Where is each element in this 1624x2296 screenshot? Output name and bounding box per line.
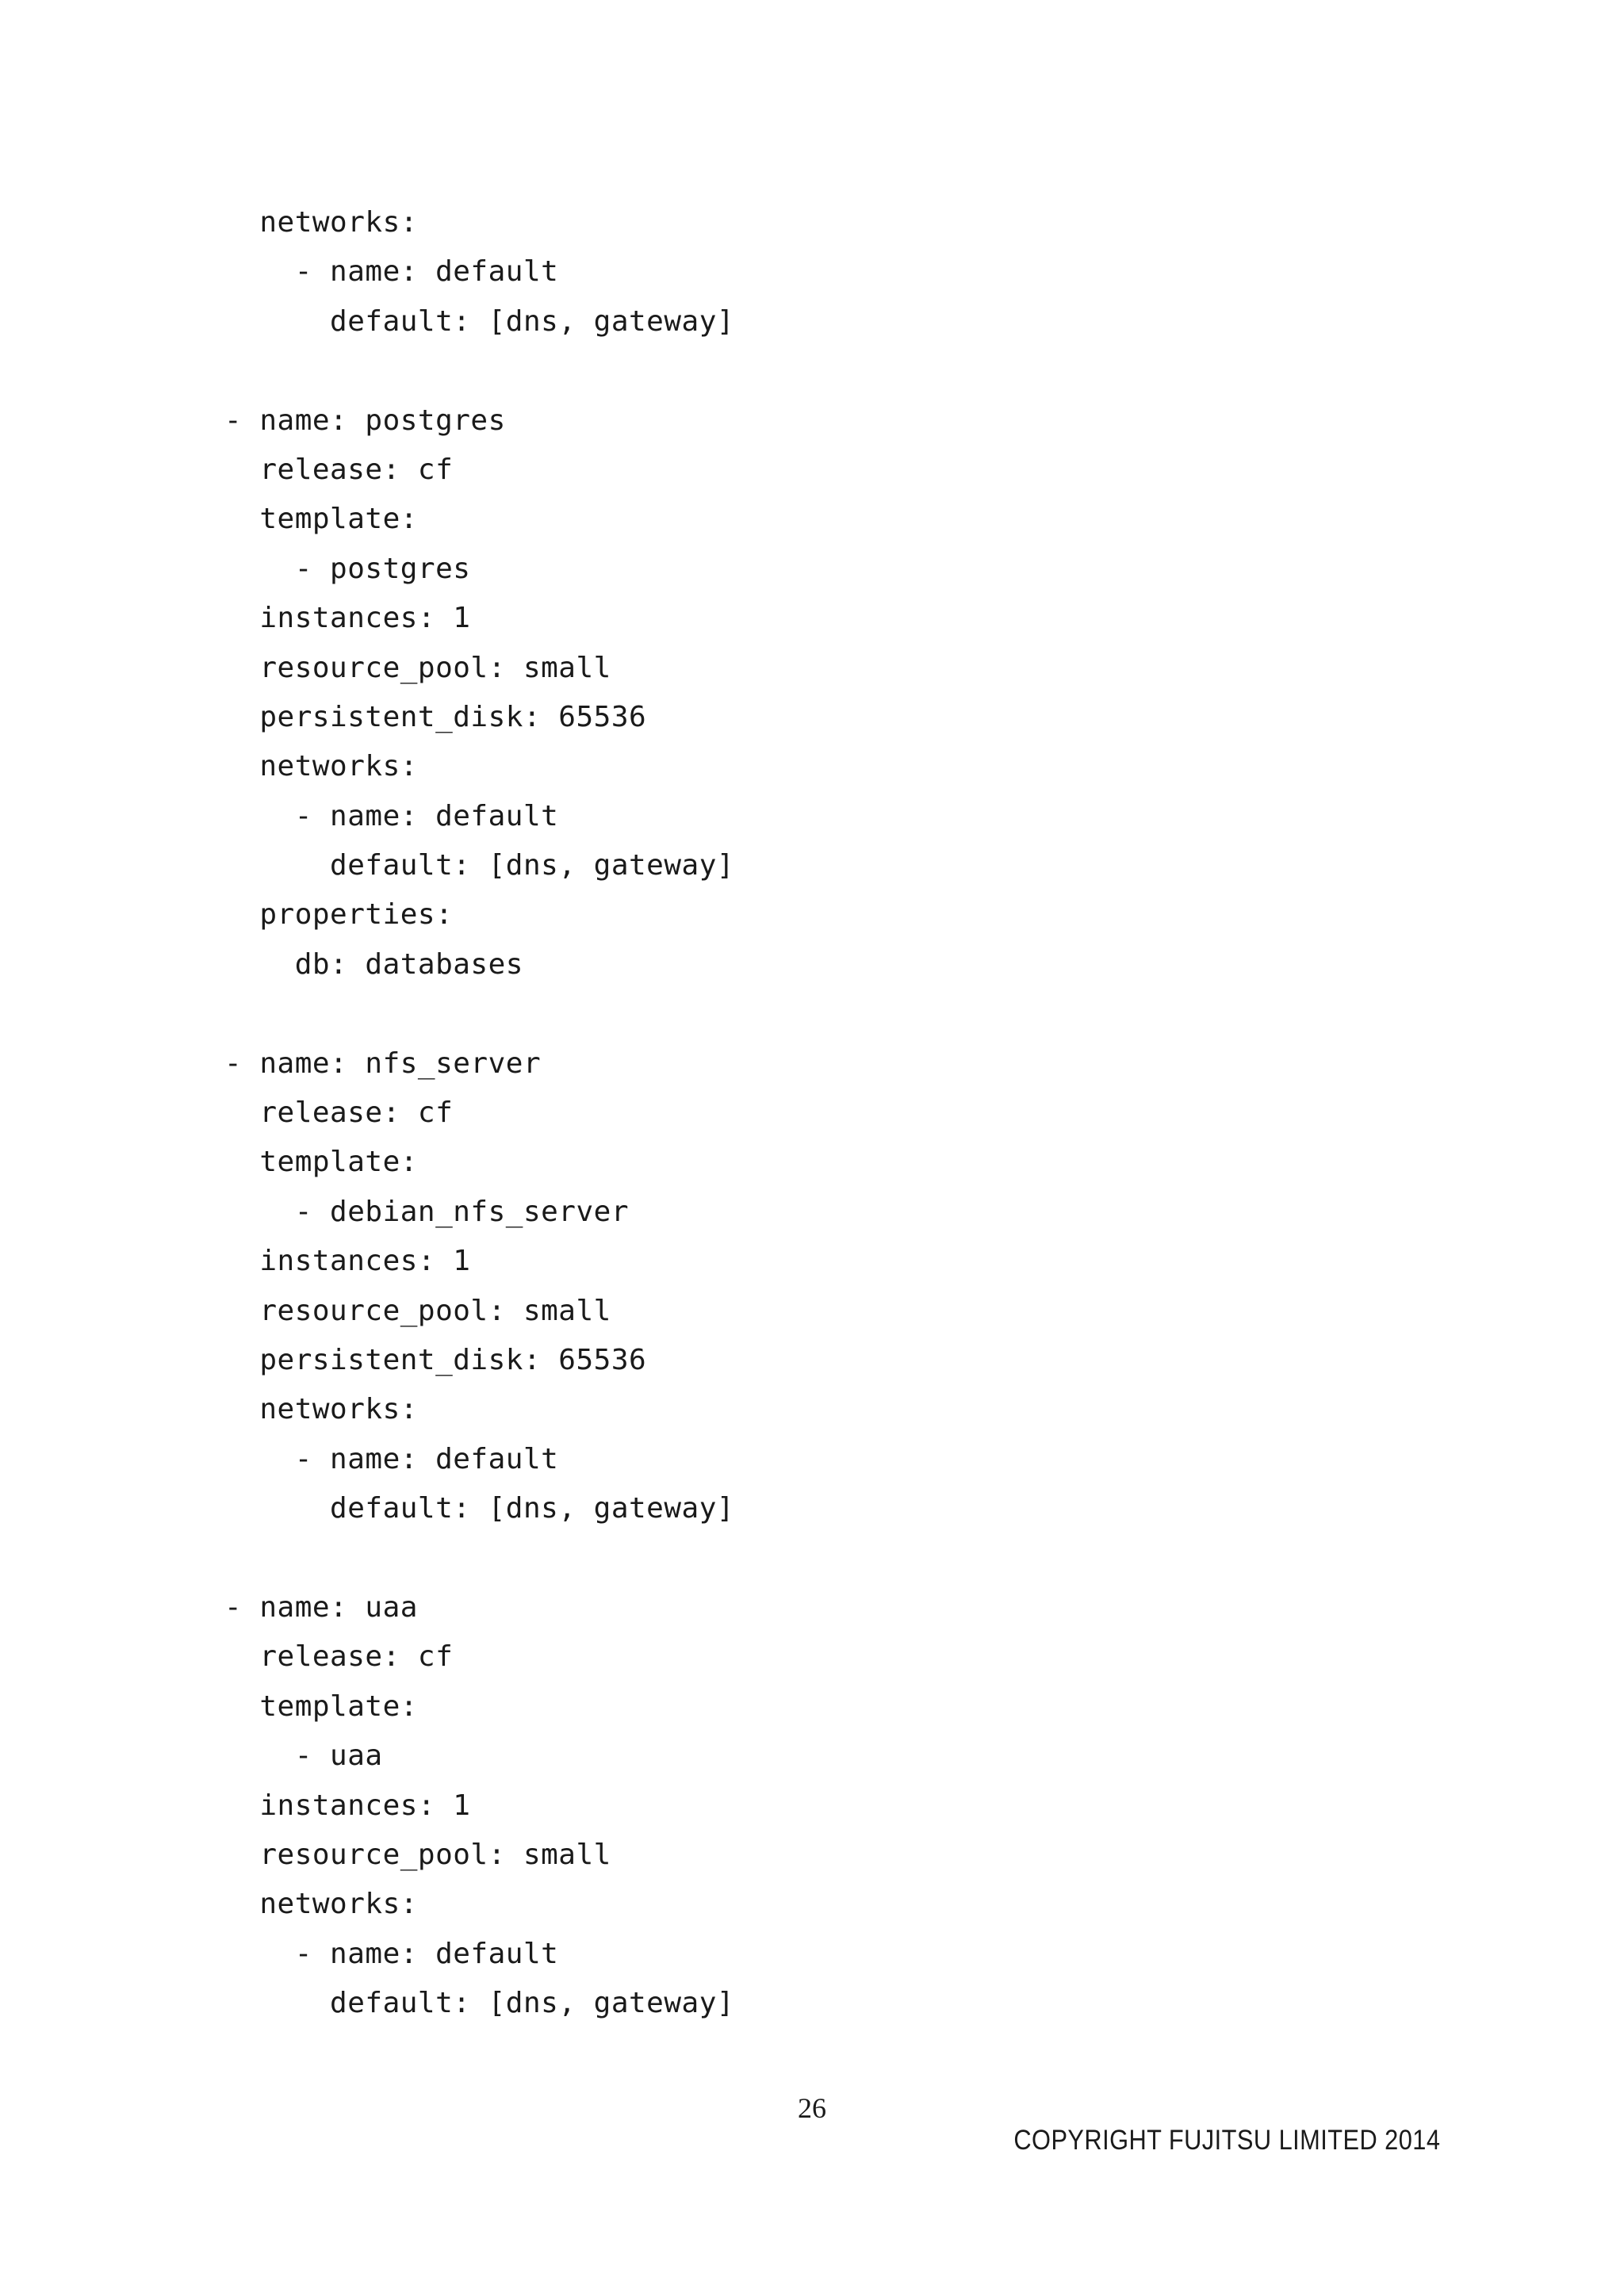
code-line: resource_pool: small (224, 651, 611, 684)
code-line: db: databases (224, 947, 523, 981)
code-line: networks: (224, 750, 418, 783)
page-number: 26 (798, 2092, 826, 2124)
code-line: default: [dns, gateway] (224, 1492, 735, 1525)
code-line: persistent_disk: 65536 (224, 700, 647, 733)
code-line: networks: (224, 1888, 418, 1921)
code-line: release: cf (224, 1640, 454, 1674)
code-line: - postgres (224, 552, 471, 585)
code-line: instances: 1 (224, 602, 471, 635)
code-line (224, 346, 734, 396)
code-line: networks: (224, 1393, 418, 1426)
code-line: resource_pool: small (224, 1838, 611, 1871)
code-line: networks: (224, 206, 418, 239)
code-line: default: [dns, gateway] (224, 1987, 735, 2020)
code-line: instances: 1 (224, 1789, 471, 1822)
code-line: template: (224, 503, 418, 536)
code-line: - name: nfs_server (224, 1047, 542, 1080)
code-line (224, 1534, 734, 1583)
code-line: instances: 1 (224, 1245, 471, 1278)
code-line: default: [dns, gateway] (224, 304, 735, 338)
code-line: release: cf (224, 1096, 454, 1130)
code-line: properties: (224, 898, 454, 932)
code-line: - name: default (224, 799, 559, 832)
code-line: default: [dns, gateway] (224, 849, 735, 882)
code-line: - uaa (224, 1739, 383, 1773)
code-line: - name: uaa (224, 1590, 418, 1624)
code-line: - name: default (224, 1937, 559, 1970)
yaml-code-block (224, 198, 734, 2028)
code-line: resource_pool: small (224, 1294, 611, 1327)
code-line (224, 989, 734, 1039)
code-line: release: cf (224, 453, 454, 486)
code-line: - name: default (224, 255, 559, 289)
code-line: - debian_nfs_server (224, 1195, 629, 1228)
code-line: - name: default (224, 1442, 559, 1475)
code-line: - name: postgres (224, 404, 506, 437)
code-line: persistent_disk: 65536 (224, 1343, 647, 1376)
code-line: template: (224, 1689, 418, 1723)
code-line: template: (224, 1146, 418, 1179)
copyright-notice: COPYRIGHT FUJITSU LIMITED 2014 (1013, 2125, 1440, 2156)
